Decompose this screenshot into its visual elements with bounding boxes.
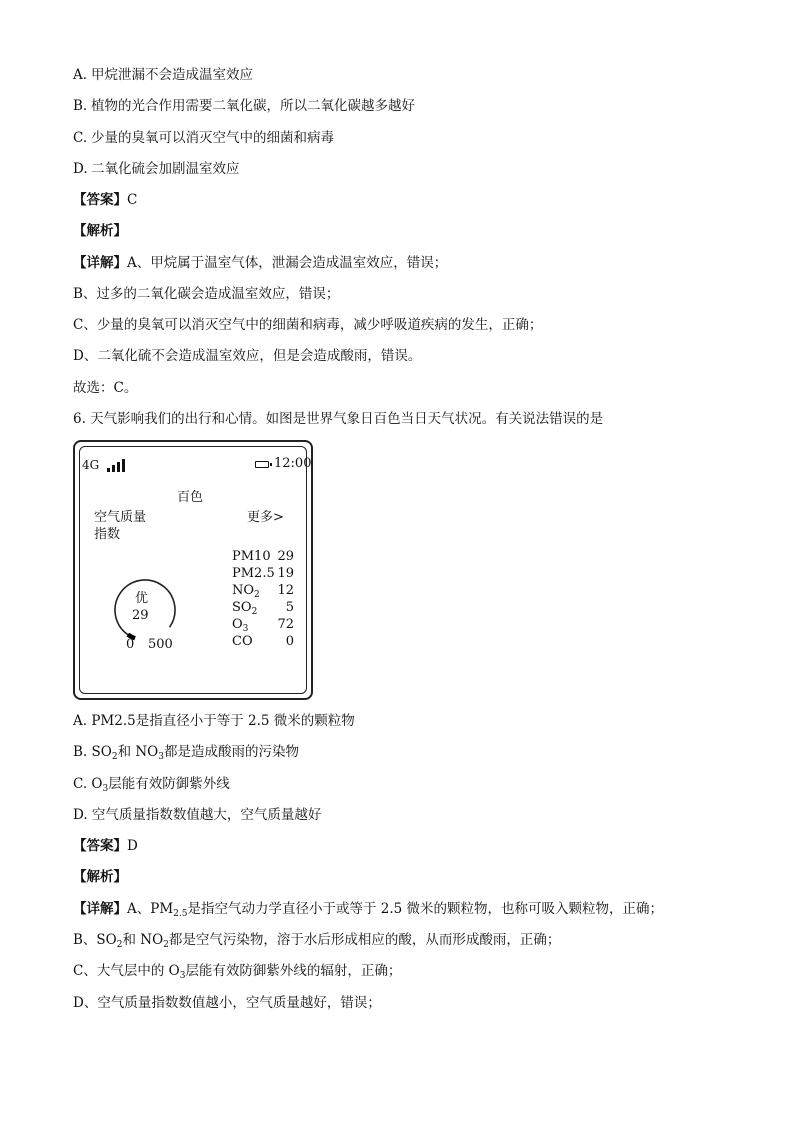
q5-answer <box>73 191 137 209</box>
q6-option-c: C. $O_3$层能有效防御紫外线 <box>73 776 230 794</box>
q6-detail-a: 【详解】A、$PM_{2.5}$是指空气动力学直径小于或等于 2.5 微米的颗粒物，也称可吸入颗粒物，正确； <box>73 901 664 919</box>
q6-option-b: B. $SO_2$和 $NO_3$都是造成酸雨的污染物 <box>73 744 299 762</box>
pollutant-row: $NO_2$ 12 <box>232 583 294 600</box>
q6-detail-d: D、空气质量指数数值越小，空气质量越好，错误； <box>73 995 381 1011</box>
q6-option-d: D. 空气质量指数数值越大，空气质量越好 <box>73 807 322 823</box>
battery-icon <box>255 461 269 468</box>
gauge-max: 500 <box>148 637 173 652</box>
phone-screen <box>79 446 312 694</box>
q5-option-d: D. 二氧化硫会加剧温室效应 <box>73 161 240 177</box>
pollutant-row: CO 0 <box>232 634 294 649</box>
q5-option-a: A. 甲烷泄漏不会造成温室效应 <box>73 67 253 83</box>
pollutant-row: PM10 29 <box>232 549 294 564</box>
q5-option-c: C. 少量的臭氧可以消灭空气中的细菌和病毒 <box>73 130 334 146</box>
signal-icon <box>107 459 125 472</box>
q6-stem: 6. 天气影响我们的出行和心情。如图是世界气象日百色当日天气状况。有关说法错误的是 <box>73 411 604 427</box>
gauge-level: 优 <box>135 591 149 606</box>
phone-weather-figure <box>73 440 313 700</box>
more-link: 更多> <box>247 510 284 525</box>
pollutant-row: $O_3$ 72 <box>232 617 294 634</box>
city-name: 百色 <box>177 490 204 505</box>
answer-label: 【答案】 <box>73 838 127 854</box>
answer-label: 【答案】 <box>73 192 127 208</box>
aqi-label-line1: 空气质量 <box>94 510 147 525</box>
network-label: 4G <box>82 458 100 472</box>
q5-detail-c: C、少量的臭氧可以消灭空气中的细菌和病毒，减少呼吸道疾病的发生，正确； <box>73 317 543 333</box>
q6-option-a: A. PM2.5是指直径小于等于 2.5 微米的颗粒物 <box>73 713 355 729</box>
gauge-min: 0 <box>126 637 135 652</box>
pollutant-row: PM2.5 19 <box>232 566 294 581</box>
answer-value: C <box>127 192 138 208</box>
q5-detail-b: B、过多的二氧化碳会造成温室效应，错误； <box>73 286 340 302</box>
q5-detail-a: 【详解】A、甲烷属于温室气体，泄漏会造成温室效应，错误； <box>73 255 448 271</box>
answer-value: D <box>127 838 138 854</box>
q6-detail-c: C、大气层中的 $O_3$层能有效防御紫外线的辐射，正确； <box>73 963 402 981</box>
q6-answer <box>73 837 138 855</box>
q5-choice: 故选：C。 <box>73 380 138 396</box>
q5-analysis-label: 【解析】 <box>73 223 127 239</box>
q6-detail-b: B、$SO_2$和 $NO_2$都是空气污染物，溶于水后形成相应的酸，从而形成酸雨，正确； <box>73 932 561 950</box>
q5-detail-d: D、二氧化硫不会造成温室效应，但是会造成酸雨，错误。 <box>73 348 422 364</box>
q6-analysis-label: 【解析】 <box>73 869 127 885</box>
q5-option-b: B. 植物的光合作用需要二氧化碳，所以二氧化碳越多越好 <box>73 98 415 114</box>
aqi-label-line2: 指数 <box>94 527 121 542</box>
gauge-value: 29 <box>132 608 149 623</box>
pollutant-row: $SO_2$ 5 <box>232 600 294 617</box>
status-time: 12:00 <box>274 456 312 471</box>
